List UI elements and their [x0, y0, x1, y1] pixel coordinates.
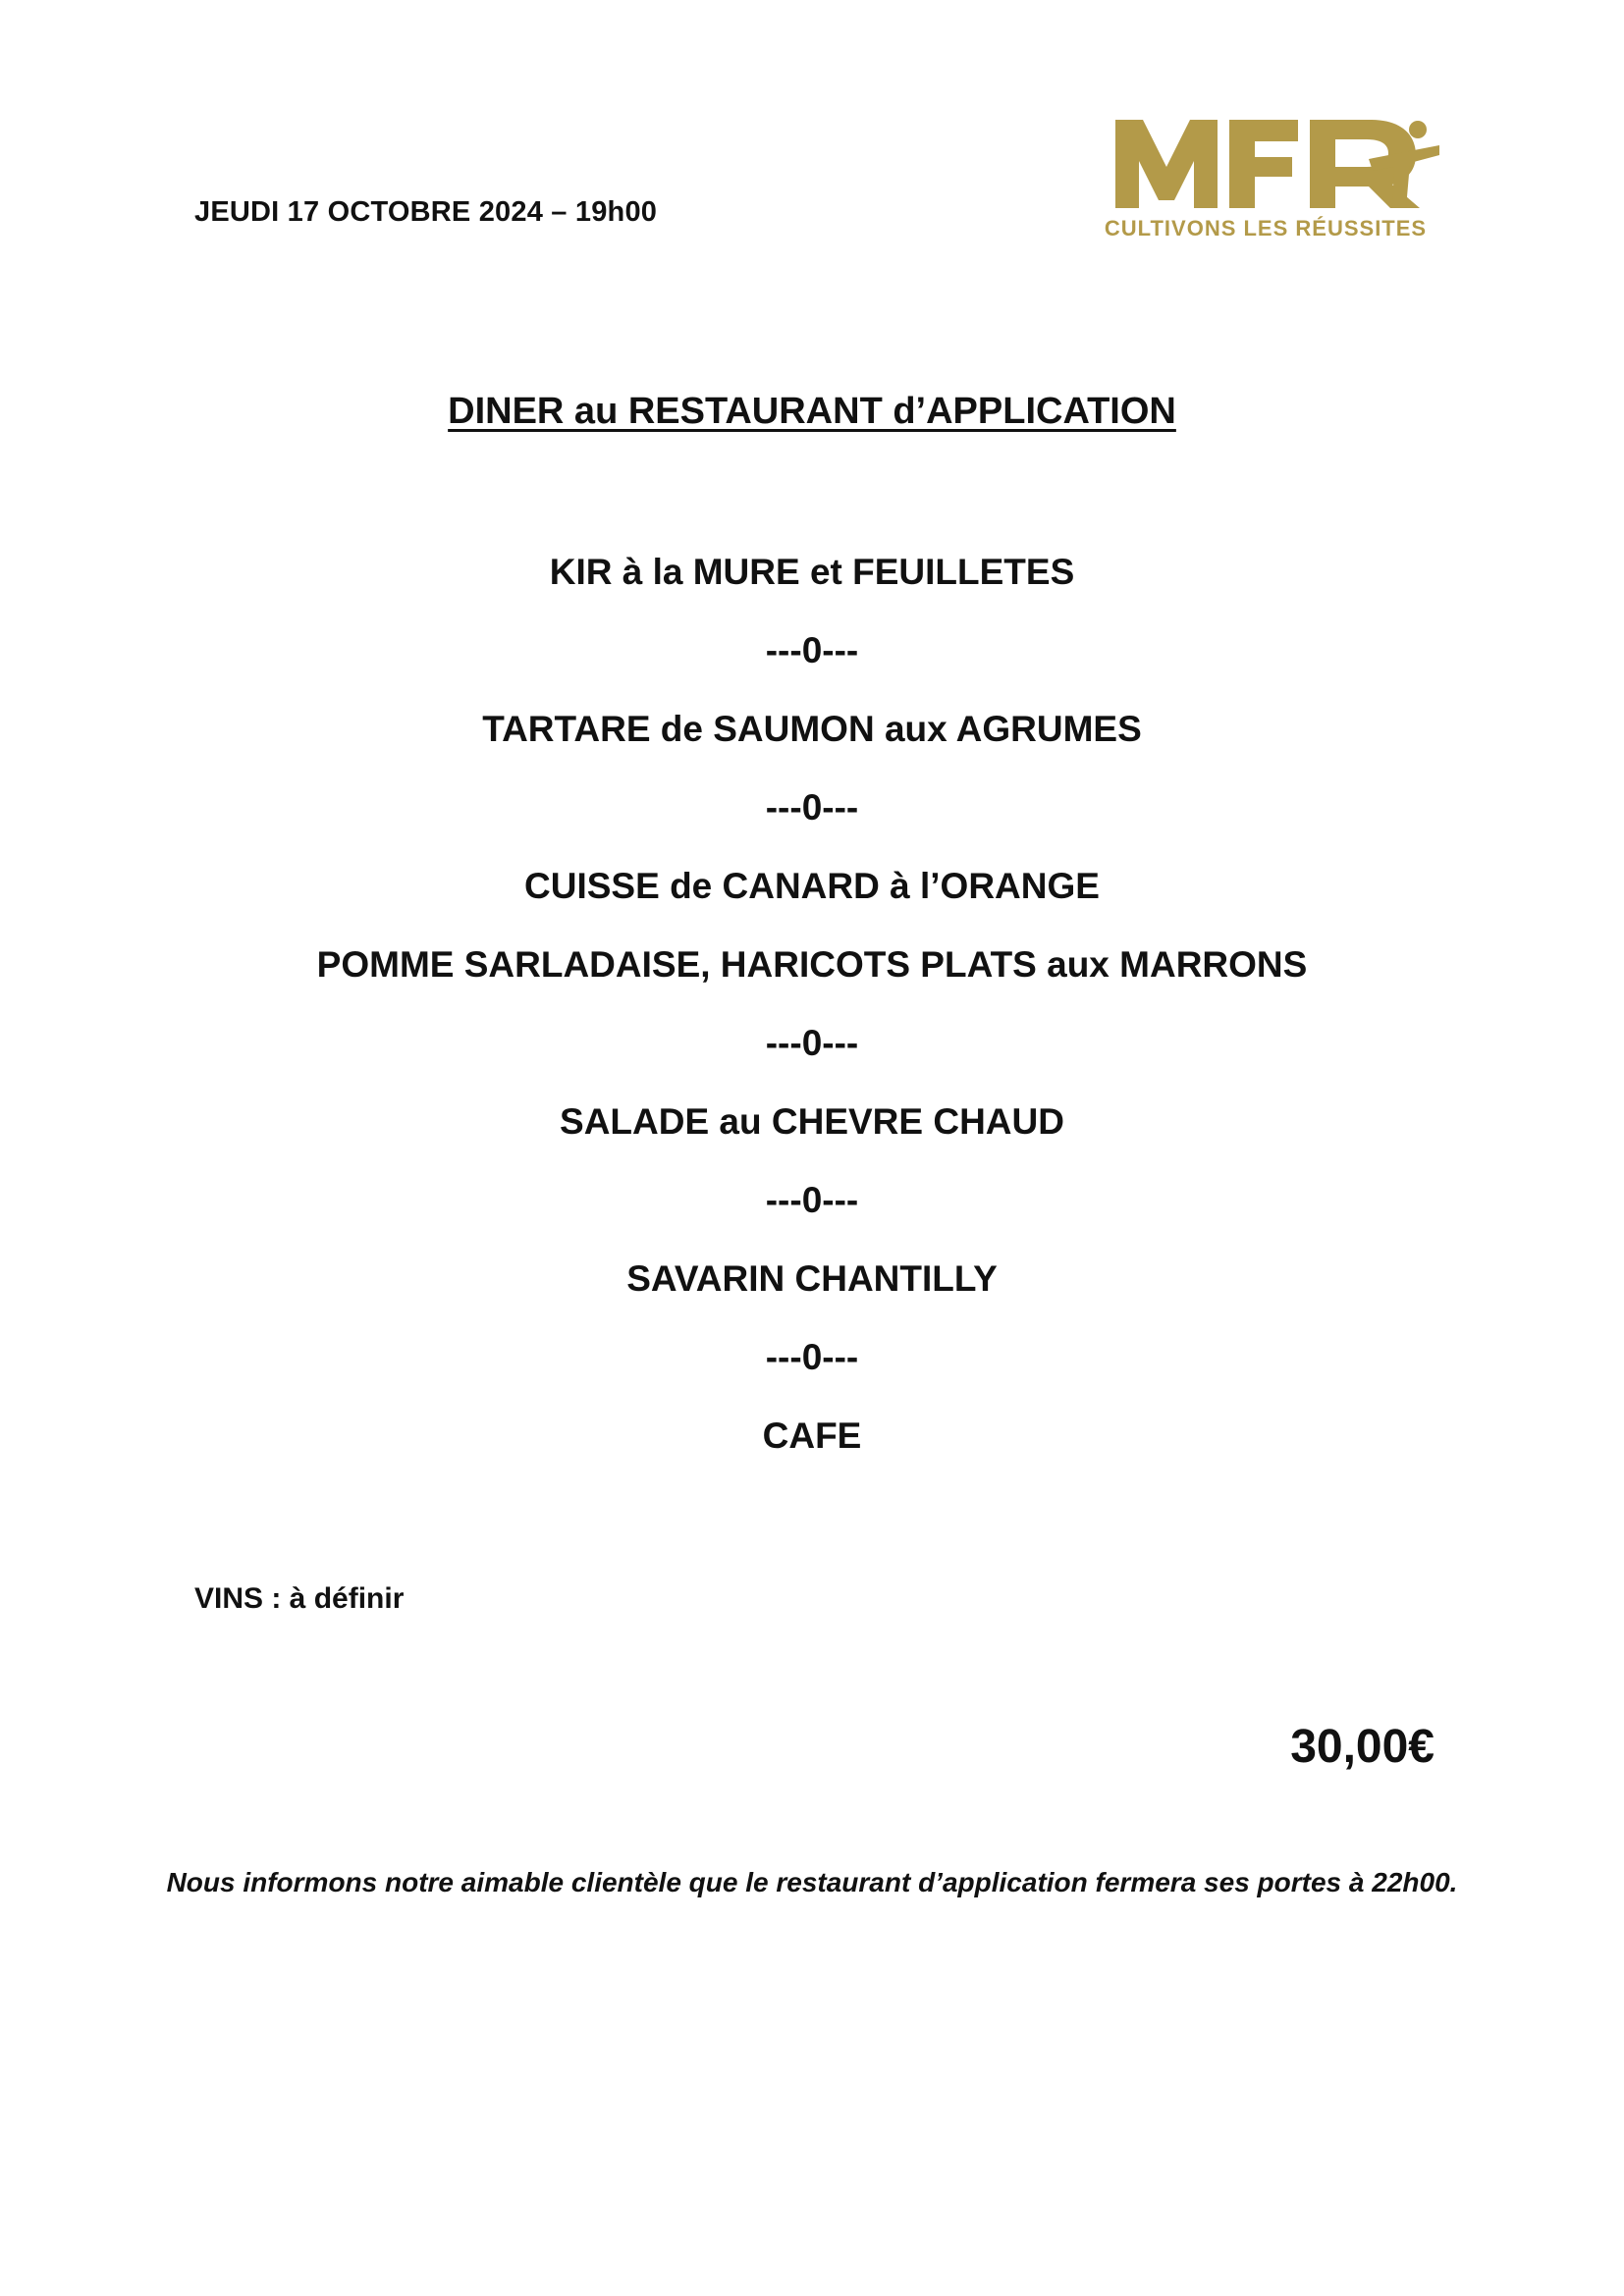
menu-item: SALADE au CHEVRE CHAUD	[560, 1101, 1064, 1142]
menu-list	[0, 545, 1624, 1487]
mfr-logo	[1088, 116, 1443, 243]
menu-item: POMME SARLADAISE, HARICOTS PLATS aux MARRONS	[316, 944, 1308, 985]
wines-note: VINS : à définir	[194, 1582, 405, 1615]
menu-price: 30,00€	[1290, 1721, 1435, 1773]
menu-item: TARTARE de SAUMON aux AGRUMES	[482, 709, 1142, 749]
menu-separator: ---0---	[765, 630, 859, 670]
closing-notice: Nous informons notre aimable clientèle que le restaurant d’application fermera ses portes à 22h00.	[166, 1867, 1458, 1897]
menu-separator: ---0---	[765, 1180, 859, 1220]
menu-separator: ---0---	[765, 787, 859, 828]
menu-item: SAVARIN CHANTILLY	[626, 1258, 998, 1299]
mfr-logo-mark	[1115, 116, 1439, 208]
menu-item: CUISSE de CANARD à l’ORANGE	[524, 866, 1100, 906]
menu-item: KIR à la MURE et FEUILLETES	[549, 552, 1075, 592]
page-title: DINER au RESTAURANT d’APPLICATION	[448, 391, 1176, 432]
menu-separator: ---0---	[765, 1337, 859, 1377]
menu-item: CAFE	[762, 1415, 862, 1456]
menu-separator: ---0---	[765, 1023, 859, 1063]
event-date: JEUDI 17 OCTOBRE 2024 – 19h00	[194, 196, 658, 228]
logo-tagline: CULTIVONS LES RÉUSSITES	[1104, 216, 1428, 240]
